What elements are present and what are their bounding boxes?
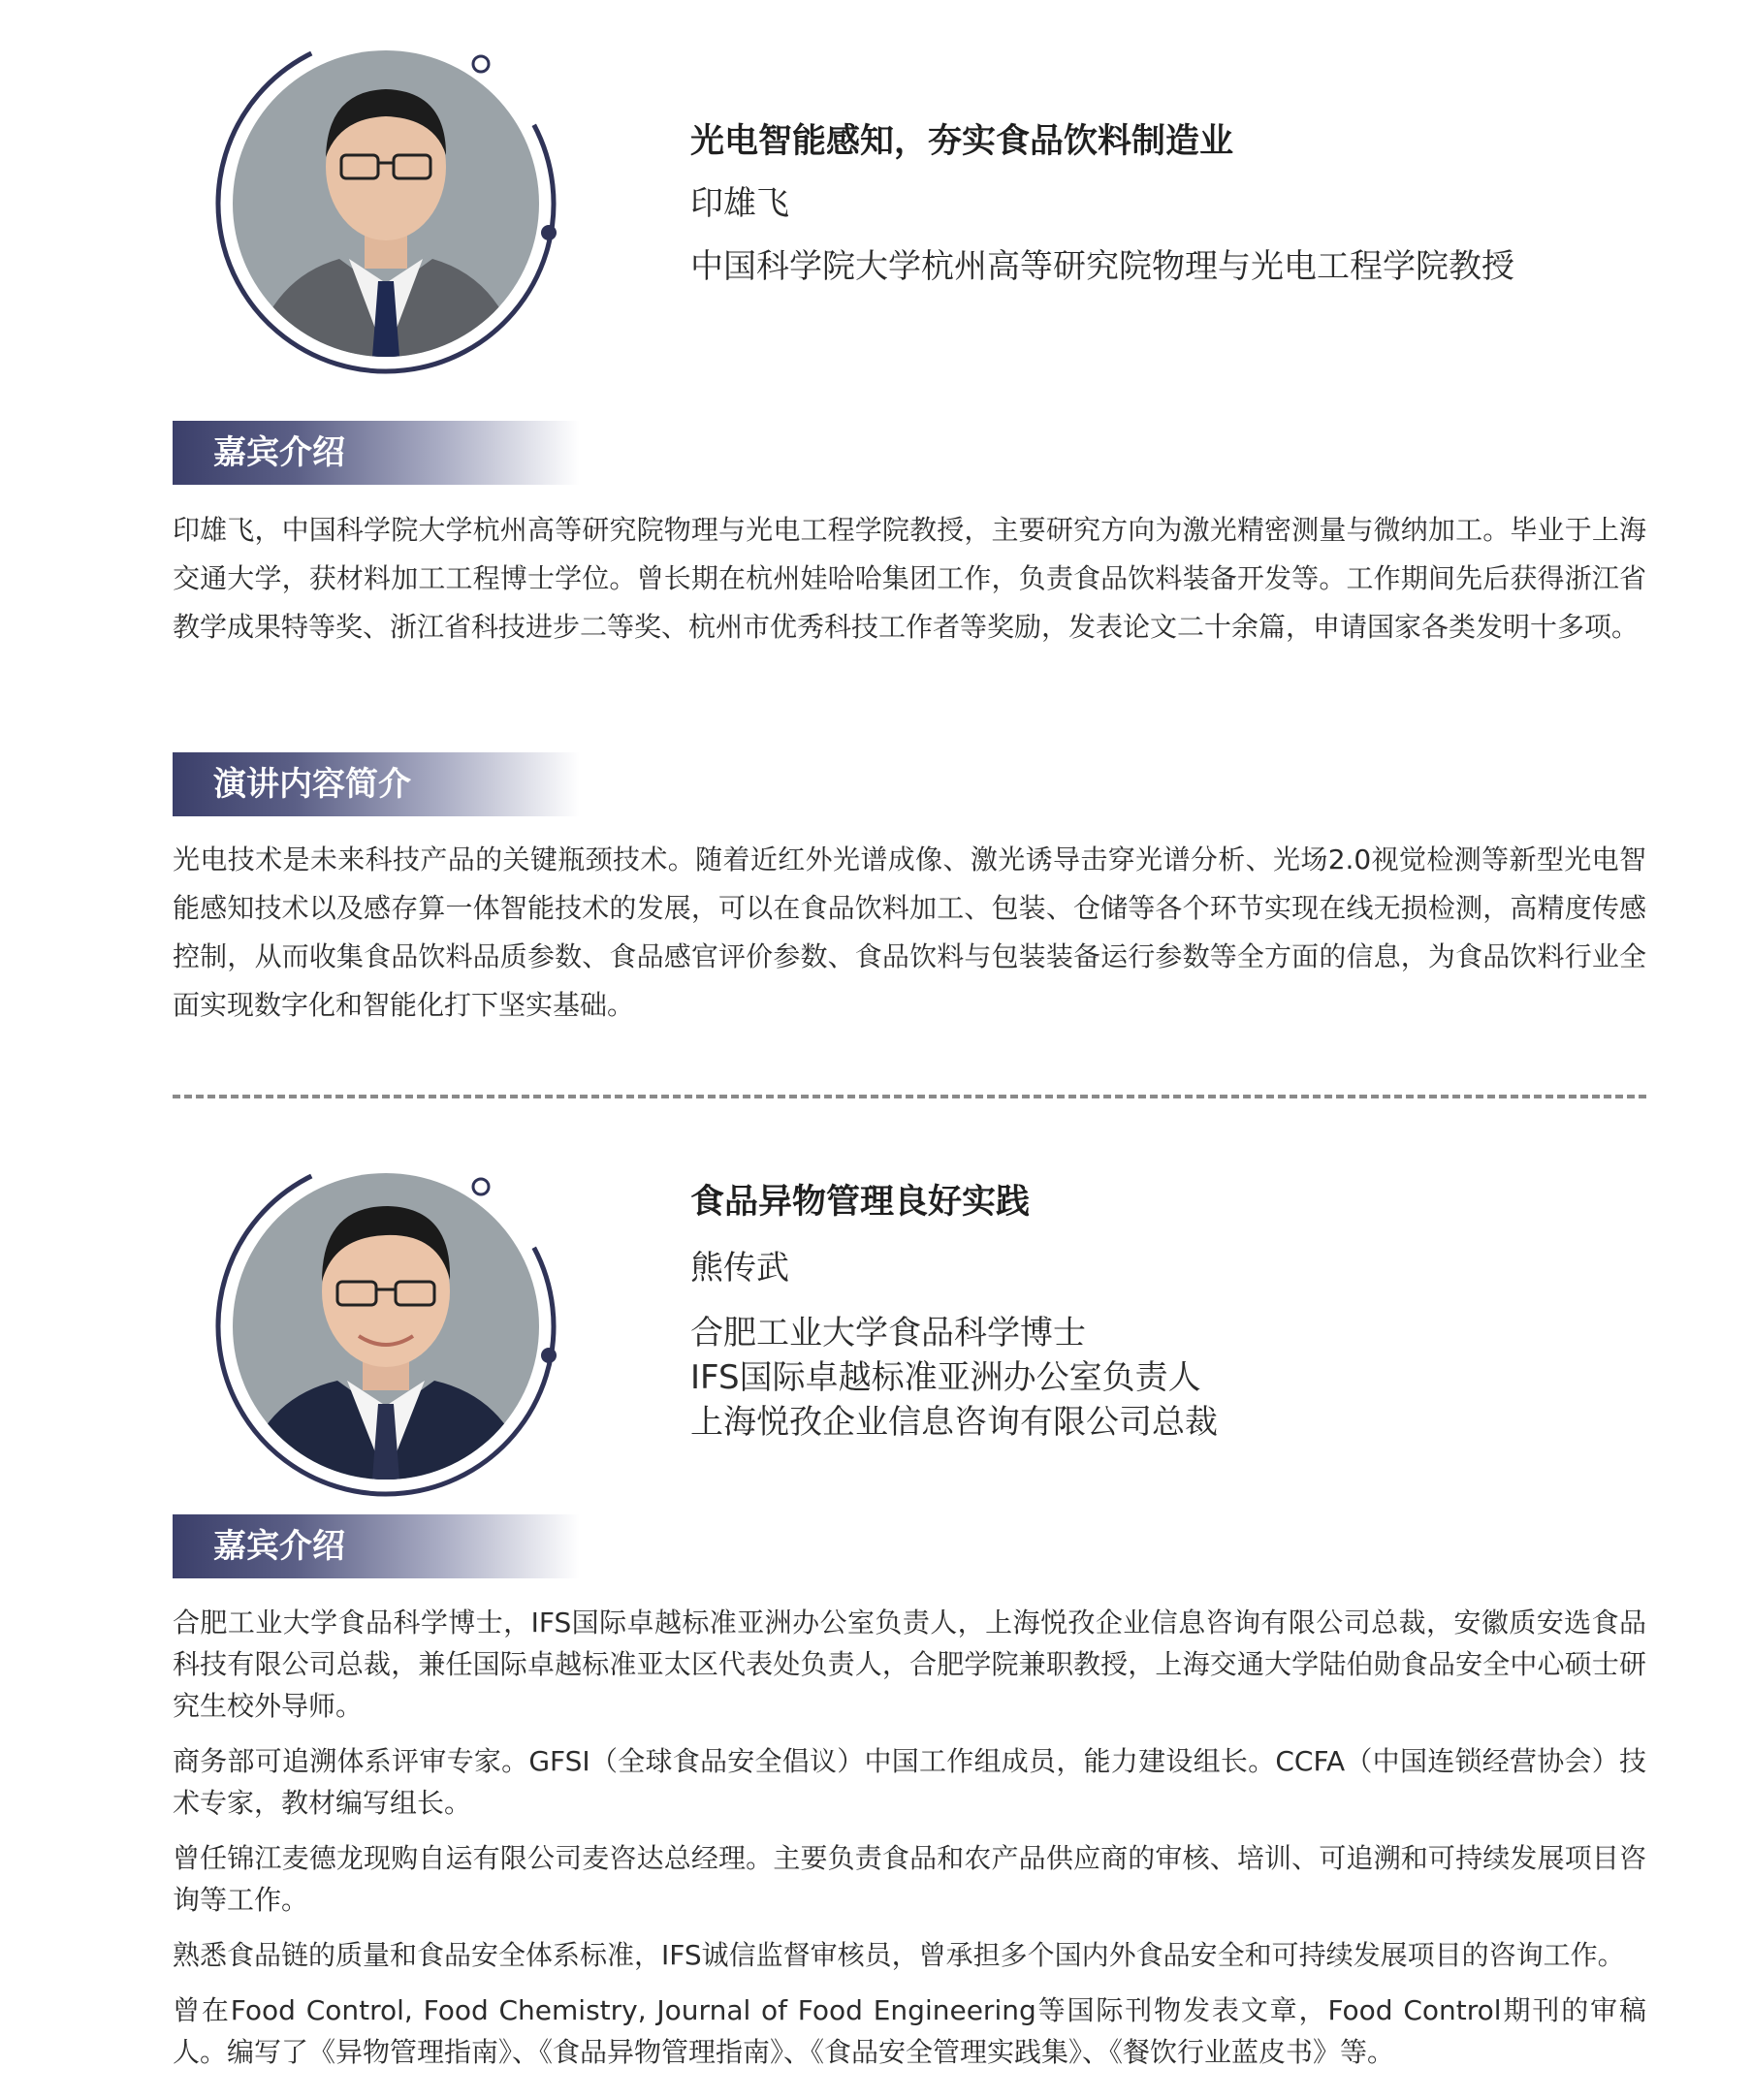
paragraph: 印雄飞，中国科学院大学杭州高等研究院物理与光电工程学院教授，主要研究方向为激光精密测量与微纳加工。毕业于上海交通大学，获材料加工工程博士学位。曾长期在杭州娃哈哈集团工作，负责食品饮料装备开发等。工作期间先后获得浙江省教学成果特等奖、浙江省科技进步二等奖、杭州市优秀科技工作者等奖励，发表论文二十余篇，申请国家各类发明十多项。 (173, 514, 1646, 643)
speaker-photo-2 (233, 1173, 539, 1480)
talk-heading-1 (690, 120, 1514, 289)
section-heading-talk-summary (173, 752, 580, 816)
section-heading-label: 嘉宾介绍 (213, 1527, 345, 1566)
speaker-affiliation: 中国科学院大学杭州高等研究院物理与光电工程学院教授 (690, 247, 1514, 286)
paragraph: 合肥工业大学食品科学博士，IFS国际卓越标准亚洲办公室负责人，上海悦孜企业信息咨询有限公司总裁，安徽质安选食品科技有限公司总裁，兼任国际卓越标准亚太区代表处负责人，合肥学院兼职教授，上海交通大学陆伯勋食品安全中心硕士研究生校外导师。 (173, 1607, 1646, 1722)
section-heading-bio (173, 421, 580, 485)
speaker-photo-1 (233, 50, 539, 357)
paragraph: 光电技术是未来科技产品的关键瓶颈技术。随着近红外光谱成像、激光诱导击穿光谱分析、光场2.0视觉检测等新型光电智能感知技术以及感存算一体智能技术的发展，可以在食品饮料加工、包装、仓储等各个环节实现在线无损检测，高精度传感控制，从而收集食品饮料品质参数、食品感官评价参数、食品饮料与包装装备运行参数等全方面的信息，为食品饮料行业全面实现数字化和智能化打下坚实基础。 (173, 843, 1646, 1021)
section-heading-bio (173, 1514, 580, 1578)
speaker-name: 熊传武 (690, 1249, 789, 1288)
speaker-bio-text (173, 506, 1646, 652)
paragraph: 熟悉食品链的质量和食品安全体系标准，IFS诚信监督审核员，曾承担多个国内外食品安全和可持续发展项目的咨询工作。 (173, 1939, 1625, 1971)
talk-heading-2 (690, 1181, 1218, 1445)
speaker-portrait-1 (211, 29, 560, 378)
paragraph: 曾任锦江麦德龙现购自运有限公司麦咨达总经理。主要负责食品和农产品供应商的审核、培训、可追溯和可持续发展项目咨询等工作。 (173, 1842, 1646, 1916)
section-heading-label: 演讲内容简介 (213, 765, 411, 804)
speaker-bio-text (173, 1602, 1646, 2086)
speaker-affiliation: 合肥工业大学食品科学博士 (690, 1314, 1086, 1352)
talk-title: 食品异物管理良好实践 (690, 1183, 1031, 1222)
speaker-name: 印雄飞 (690, 184, 789, 223)
paragraph: 商务部可追溯体系评审专家。GFSI（全球食品安全倡议）中国工作组成员，能力建设组长。CCFA（中国连锁经营协会）技术专家，教材编写组长。 (173, 1745, 1646, 1819)
dashed-divider (173, 1095, 1646, 1098)
section-heading-label: 嘉宾介绍 (213, 433, 345, 472)
talk-title: 光电智能感知，夯实食品饮料制造业 (690, 122, 1234, 161)
speaker-affiliation: 上海悦孜企业信息咨询有限公司总裁 (690, 1403, 1218, 1442)
talk-summary-text (173, 836, 1646, 1030)
speaker-affiliation: IFS国际卓越标准亚洲办公室负责人 (690, 1358, 1201, 1397)
speaker-portrait-2 (211, 1152, 560, 1501)
paragraph: 曾在Food Control, Food Chemistry, Journal of Food Engineering等国际刊物发表文章，Food Control期刊的审稿人。编写了《异物管理指南》、《食品异物管理指南》、《食品安全管理实践集》、《餐饮行业蓝皮书》等。 (173, 1994, 1646, 2068)
